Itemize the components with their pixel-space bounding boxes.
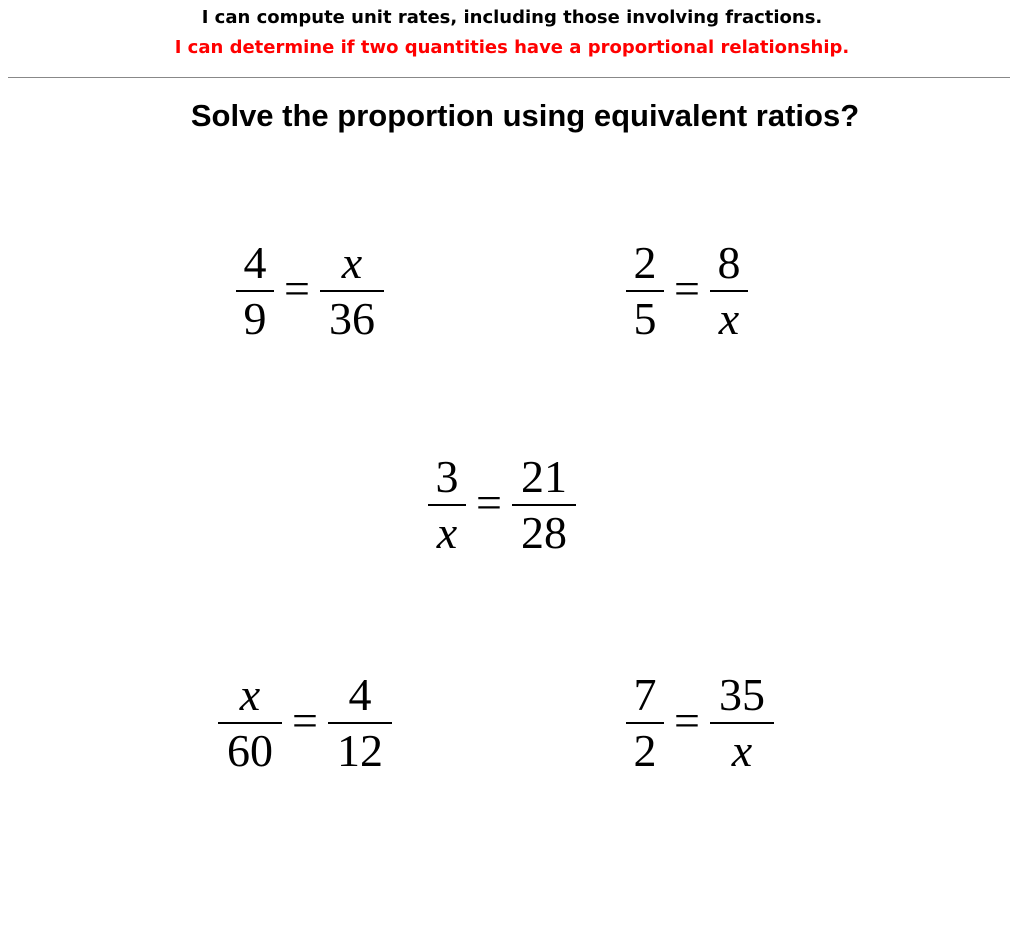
fraction-right [320, 238, 384, 344]
denominator: 28 [520, 507, 567, 558]
numerator: 8 [717, 237, 741, 288]
numerator: x [239, 669, 261, 720]
denominator: x [718, 293, 740, 344]
fraction-right [512, 452, 576, 558]
denominator: 60 [227, 725, 273, 776]
proportion-5 [626, 670, 774, 776]
fraction-left [626, 670, 664, 776]
numerator: 7 [633, 669, 657, 720]
denominator: 9 [243, 293, 267, 344]
equals-sign: = [476, 477, 502, 528]
objective-proportional-relationship: I can determine if two quantities have a proportional relationship. [174, 37, 850, 58]
numerator: x [341, 237, 363, 288]
page-title: Solve the proportion using equivalent ratios? [190, 98, 860, 133]
numerator: 3 [435, 451, 459, 502]
numerator: 2 [633, 237, 657, 288]
denominator: x [731, 725, 753, 776]
fraction-left [626, 238, 664, 344]
numerator: 35 [718, 669, 765, 720]
numerator: 21 [520, 451, 567, 502]
denominator: x [436, 507, 458, 558]
numerator: 4 [243, 237, 267, 288]
numerator: 4 [348, 669, 372, 720]
fraction-right [710, 670, 774, 776]
proportion-4 [218, 670, 392, 776]
proportion-2 [626, 238, 748, 344]
proportion-3 [428, 452, 576, 558]
proportion-1 [236, 238, 384, 344]
equals-sign: = [674, 263, 700, 314]
denominator: 2 [633, 725, 657, 776]
fraction-right [328, 670, 392, 776]
header-divider [8, 77, 1010, 78]
equals-sign: = [292, 695, 318, 746]
fraction-left [428, 452, 466, 558]
equals-sign: = [674, 695, 700, 746]
fraction-left [218, 670, 282, 776]
fraction-right [710, 238, 748, 344]
denominator: 12 [336, 725, 383, 776]
denominator: 5 [633, 293, 657, 344]
objective-unit-rates: I can compute unit rates, including those involving fractions. [201, 7, 823, 28]
fraction-left [236, 238, 274, 344]
equals-sign: = [284, 263, 310, 314]
denominator: 36 [328, 293, 375, 344]
